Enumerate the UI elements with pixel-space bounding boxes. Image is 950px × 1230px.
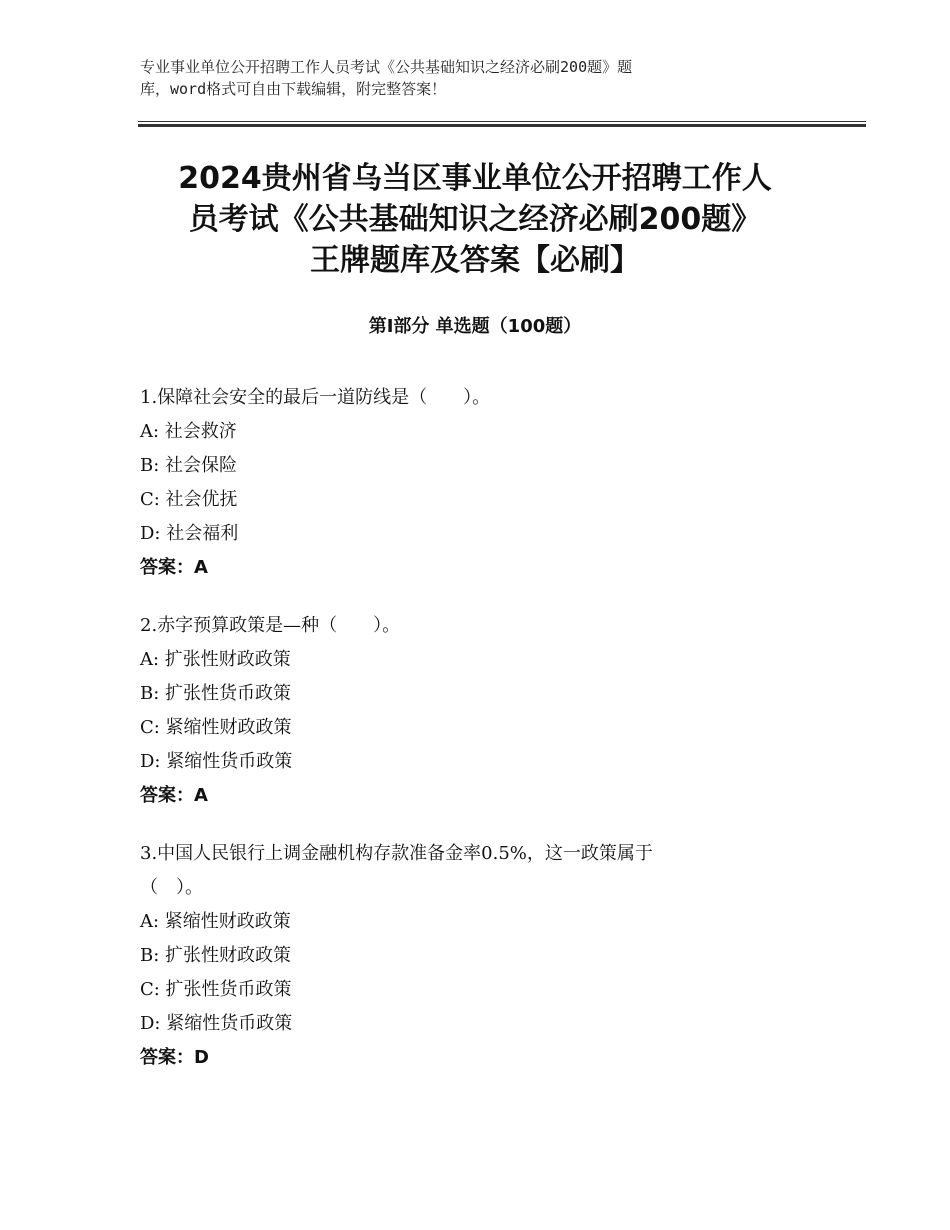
header-note (140, 56, 780, 100)
question-stem-text: 3.中国人民银行上调金融机构存款准备金率0.5%，这一政策属于 (140, 843, 653, 864)
option-d: D: 紧缩性货币政策 (140, 1013, 293, 1034)
question-stem-text: 1.保障社会安全的最后一道防线是（ ）。 (140, 387, 491, 408)
section-title: 第Ⅰ部分 单选题（100题） (368, 316, 582, 337)
question-2 (140, 609, 780, 813)
document-title (130, 158, 820, 281)
question-list (140, 381, 780, 1099)
title-line-2: 员考试《公共基础知识之经济必刷200题》 (188, 202, 762, 237)
title-line-3: 王牌题库及答案【必刷】 (310, 243, 640, 278)
question-3 (140, 837, 780, 1075)
option-d: D: 紧缩性货币政策 (140, 751, 293, 772)
header-note-line-2: 库，word格式可自由下载编辑，附完整答案！ (140, 80, 447, 98)
option-a: A: 紧缩性财政政策 (140, 911, 291, 932)
answer: 答案：A (140, 557, 208, 578)
option-a: A: 扩张性财政政策 (140, 649, 291, 670)
option-c: C: 扩张性货币政策 (140, 979, 292, 1000)
question-stem (140, 381, 780, 415)
option-b: B: 扩张性财政政策 (140, 945, 292, 966)
option-a: A: 社会救济 (140, 421, 237, 442)
question-stem-text: 2.赤字预算政策是—种（ ）。 (140, 615, 401, 636)
header-divider-thick (138, 124, 866, 127)
option-b: B: 社会保险 (140, 455, 238, 476)
option-c: C: 紧缩性财政政策 (140, 717, 292, 738)
question-stem-continuation: （ ）。 (140, 877, 203, 898)
question-stem (140, 837, 780, 905)
option-d: D: 社会福利 (140, 523, 239, 544)
answer: 答案：A (140, 785, 208, 806)
option-b: B: 扩张性货币政策 (140, 683, 292, 704)
question-stem (140, 609, 780, 643)
answer: 答案：D (140, 1047, 209, 1068)
header-note-line-1: 专业事业单位公开招聘工作人员考试《公共基础知识之经济必刷200题》题 (140, 58, 633, 76)
question-1 (140, 381, 780, 585)
header-divider-thin (138, 121, 866, 122)
title-line-1: 2024贵州省乌当区事业单位公开招聘工作人 (178, 161, 772, 196)
option-c: C: 社会优抚 (140, 489, 238, 510)
